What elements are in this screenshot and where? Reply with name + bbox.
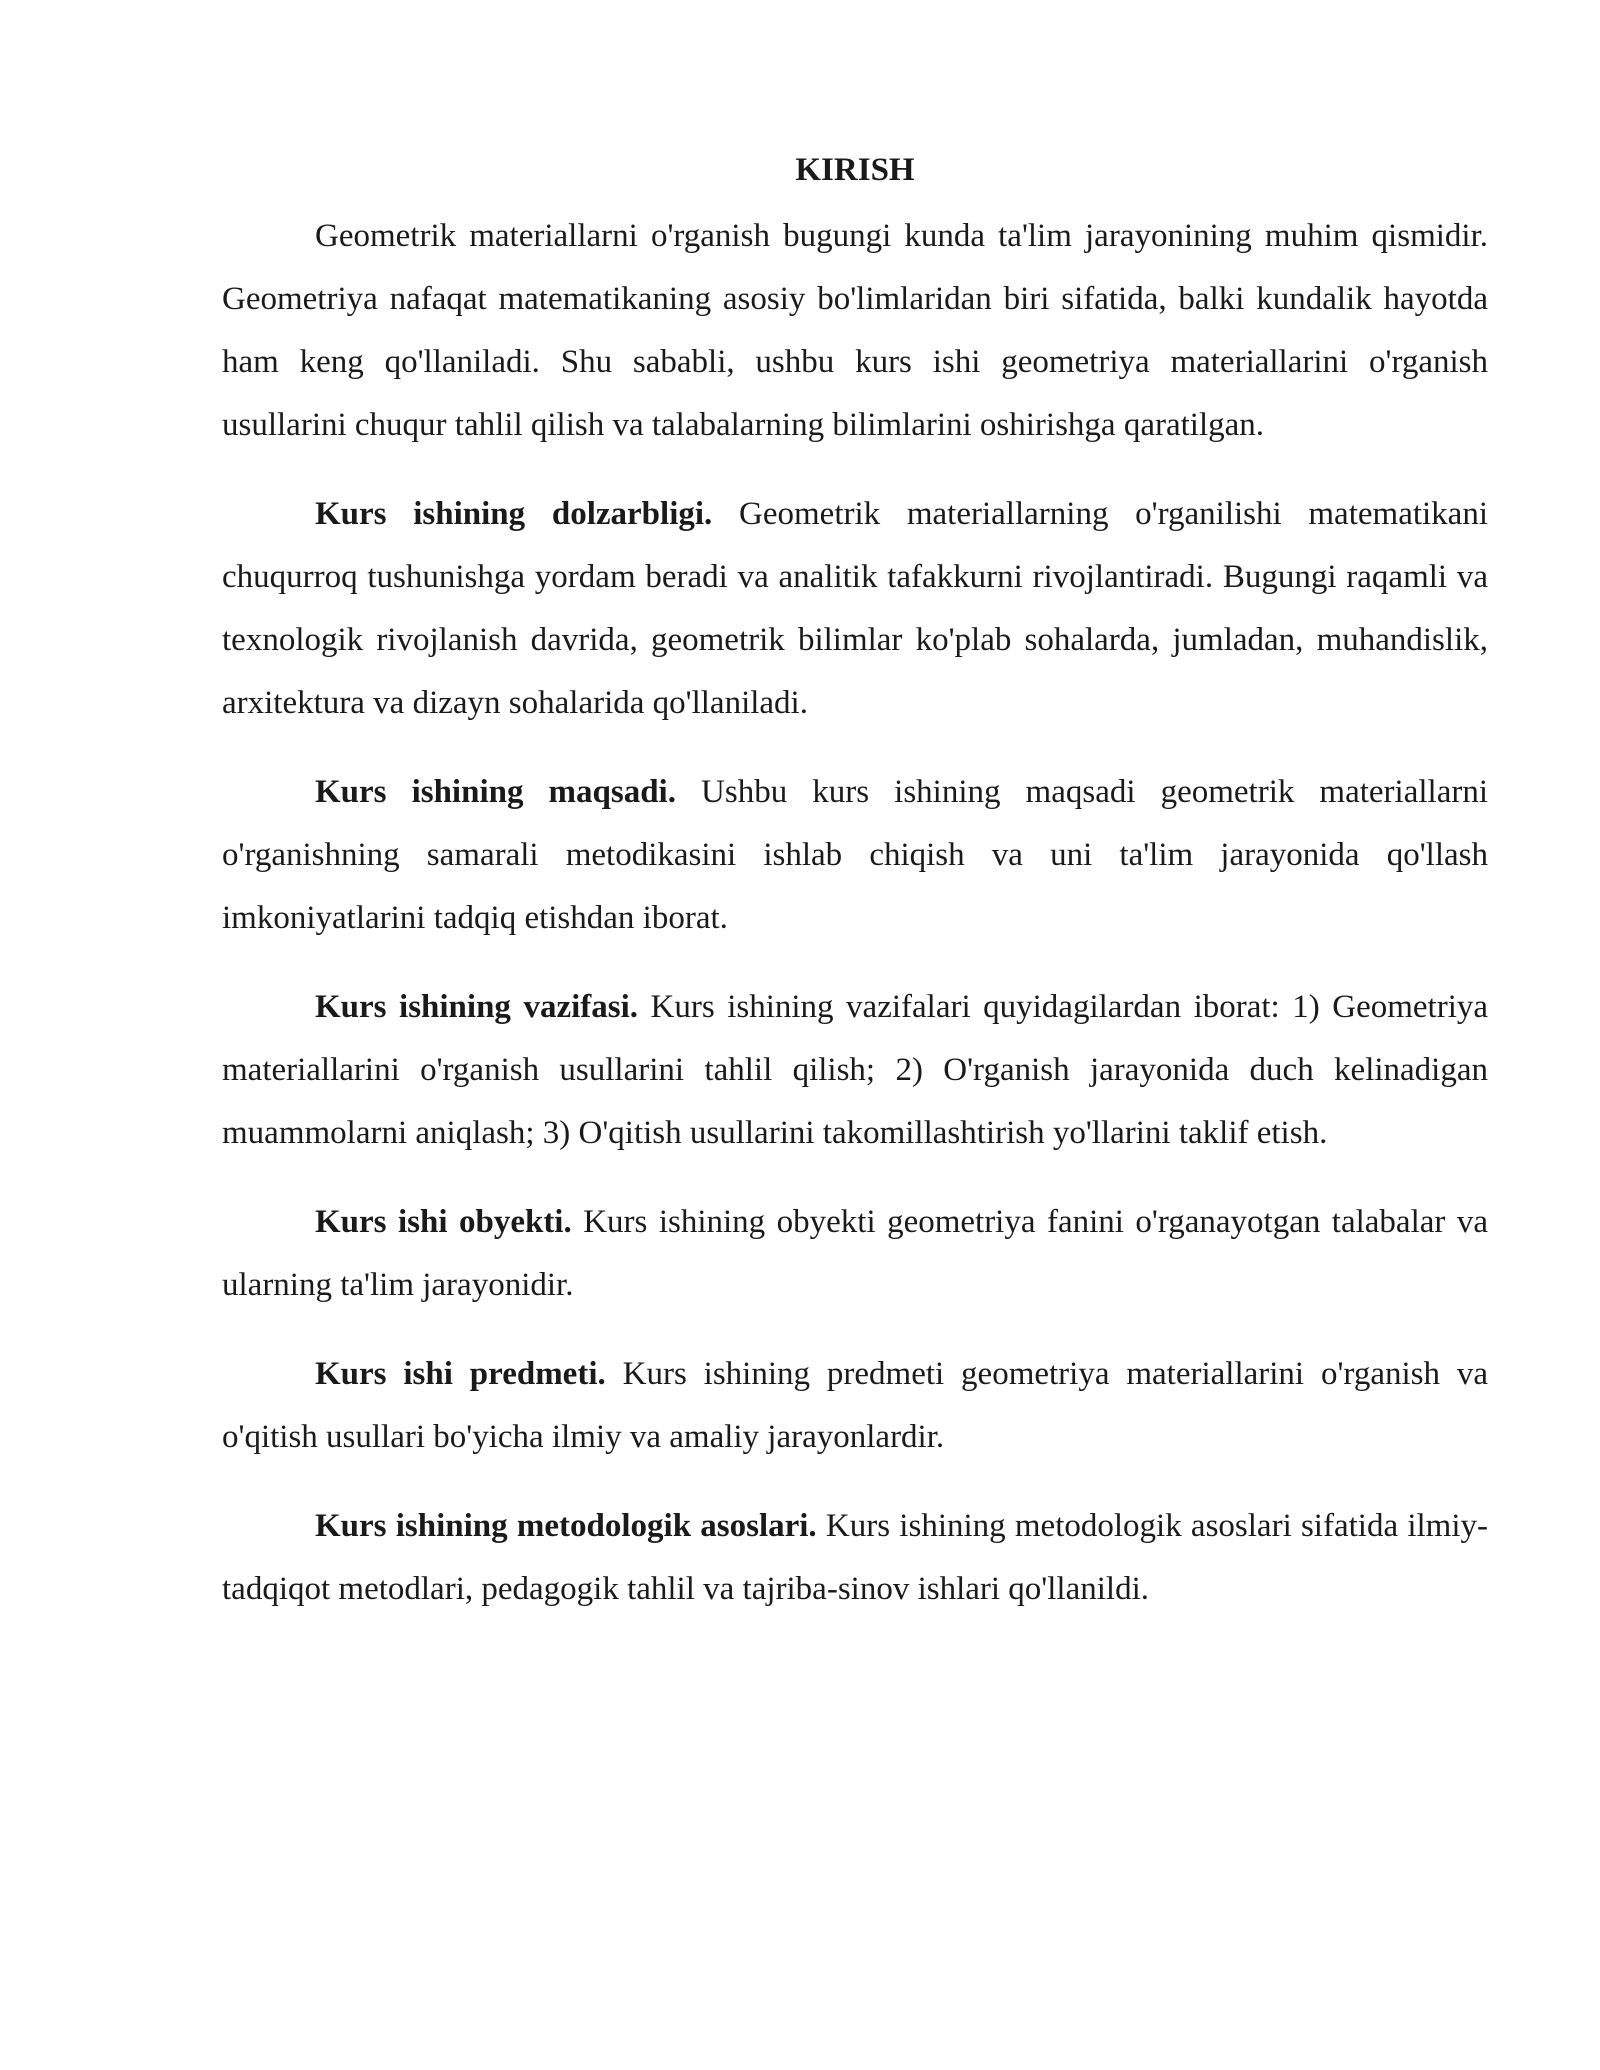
page-title: KIRISH [795, 152, 915, 188]
paragraph-heading: Kurs ishining dolzarbligi. [315, 496, 713, 532]
paragraph-text: Kurs ishining metodologik asoslari sifatida ilmiy-tadqiqot metodlari, pedagogik tahlil va tajriba-sinov ishlari qo'llanildi. [222, 1508, 1488, 1607]
paragraph-object [222, 1191, 1488, 1317]
paragraph-heading: Kurs ishi predmeti. [315, 1356, 606, 1392]
document-body [222, 145, 1488, 1647]
paragraph-heading: Kurs ishining maqsadi. [315, 774, 676, 810]
paragraph-text: Kurs ishining obyekti geometriya fanini o'rganayotgan talabalar va ularning ta'lim jarayonidir. [222, 1204, 1488, 1303]
paragraph-methodology [222, 1495, 1488, 1621]
paragraph-relevance [222, 483, 1488, 735]
paragraph-text: Geometrik materiallarning o'rganilishi matematikani chuqurroq tushunishga yordam beradi va analitik tafakkurni rivojlantiradi. Bugungi raqamli va texnologik rivojlanish davrida, geometrik bilimlar ko'plab sohalarda, jumladan, muhandislik, arxitektura va dizayn sohalarida qo'llaniladi. [222, 496, 1488, 721]
paragraph-text: Geometrik materiallarni o'rganish bugungi kunda ta'lim jarayonining muhim qismidir. Geometriya nafaqat matematikaning asosiy bo'limlaridan biri sifatida, balki kundalik hayotda ham keng qo'llaniladi. Shu sababli, ushbu kurs ishi geometriya materiallarini o'rganish usullarini chuqur tahlil qilish va talabalarning bilimlarini oshirishga qaratilgan. [222, 218, 1488, 443]
paragraph-text: Kurs ishining vazifalari quyidagilardan iborat: 1) Geometriya materiallarini o'rganish usullarini tahlil qilish; 2) O'rganish jarayonida duch kelinadigan muammolarni aniqlash; 3) O'qitish usullarini takomillashtirish yo'llarini taklif etish. [222, 989, 1489, 1151]
paragraph-tasks [222, 976, 1488, 1165]
paragraph-heading: Kurs ishi obyekti. [315, 1204, 572, 1240]
paragraph-heading: Kurs ishining vazifasi. [315, 989, 639, 1025]
paragraph-intro [222, 205, 1488, 457]
paragraph-goal [222, 761, 1488, 950]
paragraph-text: Kurs ishining predmeti geometriya materiallarini o'rganish va o'qitish usullari bo'yicha ilmiy va amaliy jarayonlardir. [222, 1356, 1488, 1455]
paragraph-heading: Kurs ishining metodologik asoslari. [315, 1508, 817, 1544]
paragraph-text: Ushbu kurs ishining maqsadi geometrik materiallarni o'rganishning samarali metodikasini ishlab chiqish va uni ta'lim jarayonida qo'llash imkoniyatlarini tadqiq etishdan iborat. [222, 774, 1488, 936]
paragraph-subject [222, 1343, 1488, 1469]
